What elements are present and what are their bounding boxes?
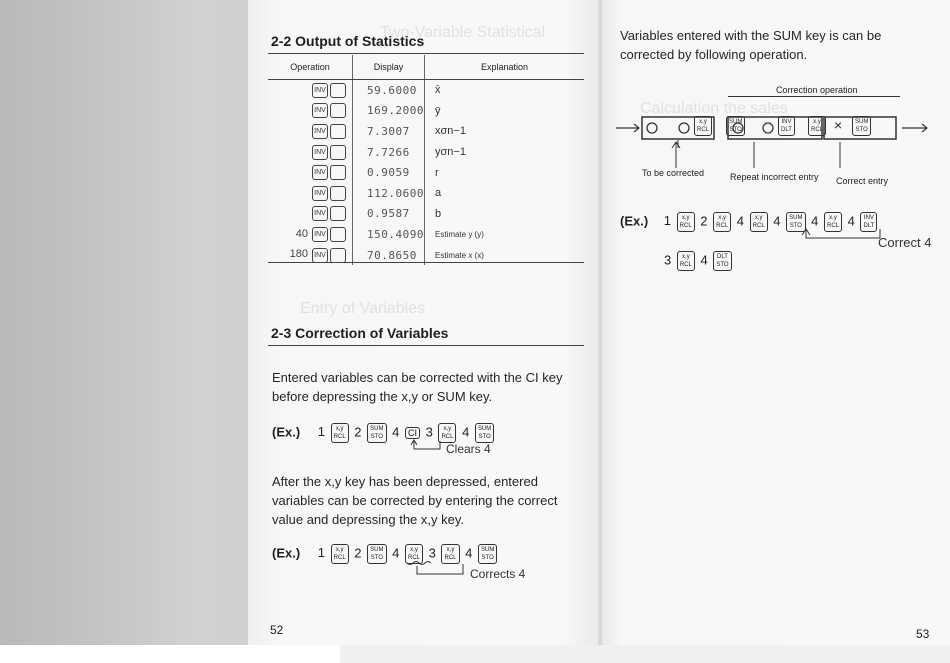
display-value: 59.6000 [367, 83, 417, 97]
correction-bracket [728, 96, 900, 97]
example-line-1 [272, 423, 496, 443]
xy-rcl-key-icon: x,y RCL [331, 544, 349, 564]
statistics-table-body [268, 80, 584, 266]
xy-rcl-key-icon: x,y RCL [750, 212, 768, 232]
paragraph-correction-after: After the x,y key has been depressed, entered variables can be corrected by entering the correct value and depressing the x,y key. [272, 474, 558, 527]
explanation-cell: xσn−1 [434, 125, 466, 138]
sum-sto-key-icon: SUM STO [726, 116, 745, 136]
clears-note: Clears 4 [446, 442, 491, 456]
ex-token: 4 [392, 545, 400, 561]
explanation-cell: yσn−1 [434, 146, 466, 159]
explanation-cell: a [434, 187, 442, 200]
ex-token: 1 [317, 545, 326, 561]
explanation-cell: Estimate y (y) [434, 229, 484, 239]
label-repeat-incorrect-entry: Repeat incorrect entry [730, 172, 819, 182]
function-key-icon [330, 227, 346, 242]
inv-dlt-key-icon: INV DLT [778, 116, 795, 136]
display-cell [353, 101, 425, 122]
operation-prefix: 180 [289, 248, 308, 261]
operation-cell [268, 183, 353, 204]
ex-token: 2 [354, 545, 362, 561]
table-header-row [268, 55, 584, 80]
function-key-icon [330, 248, 346, 263]
inv-key-icon: INV [312, 186, 328, 201]
function-key-icon [330, 83, 346, 98]
explanation-cell: ȳ [434, 104, 441, 117]
xy-rcl-key-icon: x,y RCL [808, 116, 826, 136]
binding-gutter [596, 0, 604, 645]
previous-pages-edge [0, 0, 248, 645]
table-row [268, 101, 584, 122]
display-value: 150.4090 [367, 227, 424, 241]
sum-sto-key-icon: SUM STO [367, 423, 386, 443]
sum-sto-key-icon: SUM STO [367, 544, 386, 564]
table-row [268, 80, 584, 101]
example-label: (Ex.) [272, 545, 301, 561]
column-header-operation: Operation [268, 55, 353, 80]
sum-sto-key-icon: SUM STO [852, 116, 871, 136]
display-value: 112.0600 [367, 186, 424, 200]
xy-rcl-key-icon: x,y RCL [713, 212, 731, 232]
display-value: 169.2000 [367, 104, 424, 118]
ex-token: 3 [425, 424, 433, 440]
diagram-title: Correction operation [776, 85, 858, 95]
display-value: 7.7266 [367, 145, 410, 159]
inv-key-icon: INV [312, 124, 328, 139]
inv-key-icon: INV [312, 83, 328, 98]
clears-arrow-icon [410, 439, 450, 455]
paragraph-correction-before: Entered variables can be corrected with the CI key before depressing the x,y or SUM key. [272, 370, 563, 404]
sum-sto-key-icon: SUM STO [475, 423, 494, 443]
xy-rcl-key-icon: x,y RCL [677, 251, 695, 271]
example-label: (Ex.) [620, 213, 649, 229]
ex-token: 4 [462, 424, 470, 440]
column-header-explanation: Explanation [424, 55, 584, 80]
ex-token: 3 [664, 252, 672, 268]
corrects-arrow-icon [405, 560, 467, 578]
operation-prefix: 40 [295, 227, 308, 240]
display-cell [353, 80, 425, 101]
inv-key-icon: INV [312, 145, 328, 160]
function-key-icon [330, 206, 346, 221]
show-through-text: Calculation the sales [640, 100, 788, 117]
page-number-right: 53 [916, 627, 930, 641]
ex-token: 3 [428, 545, 436, 561]
xy-rcl-key-icon: x,y RCL [441, 544, 459, 564]
operation-cell [268, 224, 353, 245]
function-key-icon [330, 145, 346, 160]
xy-rcl-key-icon: x,y RCL [677, 212, 695, 232]
page-bottom-edge [340, 645, 950, 663]
function-key-icon [330, 165, 346, 180]
display-value: 70.8650 [367, 248, 417, 262]
sum-sto-key-icon: SUM STO [786, 212, 805, 232]
display-cell [353, 121, 425, 142]
ex-token: 1 [663, 213, 672, 229]
ex-token: 4 [736, 213, 745, 229]
function-key-icon [330, 103, 346, 118]
correct-note: Correct 4 [878, 235, 932, 250]
statistics-table [268, 55, 584, 265]
ex-token: 4 [700, 252, 708, 268]
function-key-icon [330, 186, 346, 201]
corrects-note: Corrects 4 [470, 567, 526, 581]
inv-key-icon: INV [312, 227, 328, 242]
show-through-text: Entry of Variables [300, 300, 426, 317]
section-title-correction-of-variables: 2-3 Correction of Variables [271, 325, 449, 341]
xy-rcl-key-icon: x,y RCL [694, 116, 712, 136]
operation-cell [268, 142, 353, 163]
column-header-display: Display [353, 55, 425, 80]
operation-cell [268, 162, 353, 183]
explanation-cell: x̄ [434, 84, 441, 97]
explanation-cell: Estimate x (x) [434, 250, 484, 260]
title-rule [268, 53, 584, 54]
operation-cell [268, 101, 353, 122]
label-correct-entry: Correct entry [836, 176, 889, 186]
title-rule [268, 345, 584, 346]
table-row [268, 162, 584, 183]
label-to-be-corrected: To be corrected [642, 168, 705, 178]
table-row [268, 142, 584, 163]
table-row [268, 224, 584, 245]
function-key-icon [330, 124, 346, 139]
display-cell [353, 183, 425, 204]
display-cell [353, 142, 425, 163]
inv-dlt-key-icon: INV DLT [860, 212, 877, 232]
display-cell [353, 162, 425, 183]
display-value: 0.9587 [367, 207, 410, 221]
section-title-output-of-statistics: 2-2 Output of Statistics [271, 33, 425, 49]
example-label: (Ex.) [272, 424, 301, 440]
ex-token: 4 [465, 545, 473, 561]
ex-token: 4 [392, 424, 400, 440]
inv-key-icon: INV [312, 165, 328, 180]
page-number-left: 52 [270, 623, 284, 637]
explanation-cell: r [434, 166, 439, 179]
inv-key-icon: INV [312, 206, 328, 221]
display-value: 7.3007 [367, 124, 410, 138]
ci-key-icon: CI [405, 427, 420, 439]
display-cell [353, 224, 425, 245]
operation-cell [268, 121, 353, 142]
explanation-cell: b [434, 207, 442, 220]
ex-token: 4 [847, 213, 855, 229]
inv-key-icon: INV [312, 248, 328, 263]
ex-token: 4 [811, 213, 819, 229]
xy-rcl-key-icon: x,y RCL [331, 423, 349, 443]
inv-key-icon: INV [312, 103, 328, 118]
right-intro-paragraph: Variables entered with the SUM key is can be corrected by following operation. [620, 28, 882, 62]
xy-rcl-key-icon: x,y RCL [824, 212, 842, 232]
xy-rcl-key-icon: x,y RCL [405, 544, 423, 564]
table-row [268, 204, 584, 225]
ex-token: 2 [354, 424, 362, 440]
ex-token: 4 [773, 213, 781, 229]
dlt-key-icon: DLT STO [713, 251, 731, 271]
ex-token: 2 [700, 213, 708, 229]
table-bottom-rule [268, 262, 584, 263]
multiply-icon: × [834, 117, 843, 133]
table-row [268, 183, 584, 204]
ex-token: 1 [317, 424, 326, 440]
display-value: 0.9059 [367, 166, 410, 180]
table-row [268, 121, 584, 142]
display-cell [353, 204, 425, 225]
operation-cell [268, 80, 353, 101]
show-through-text: Two-Variable Statistical [380, 24, 546, 41]
sum-sto-key-icon: SUM STO [478, 544, 497, 564]
xy-rcl-key-icon: x,y RCL [438, 423, 456, 443]
operation-cell [268, 204, 353, 225]
right-example-line-2 [664, 251, 734, 271]
